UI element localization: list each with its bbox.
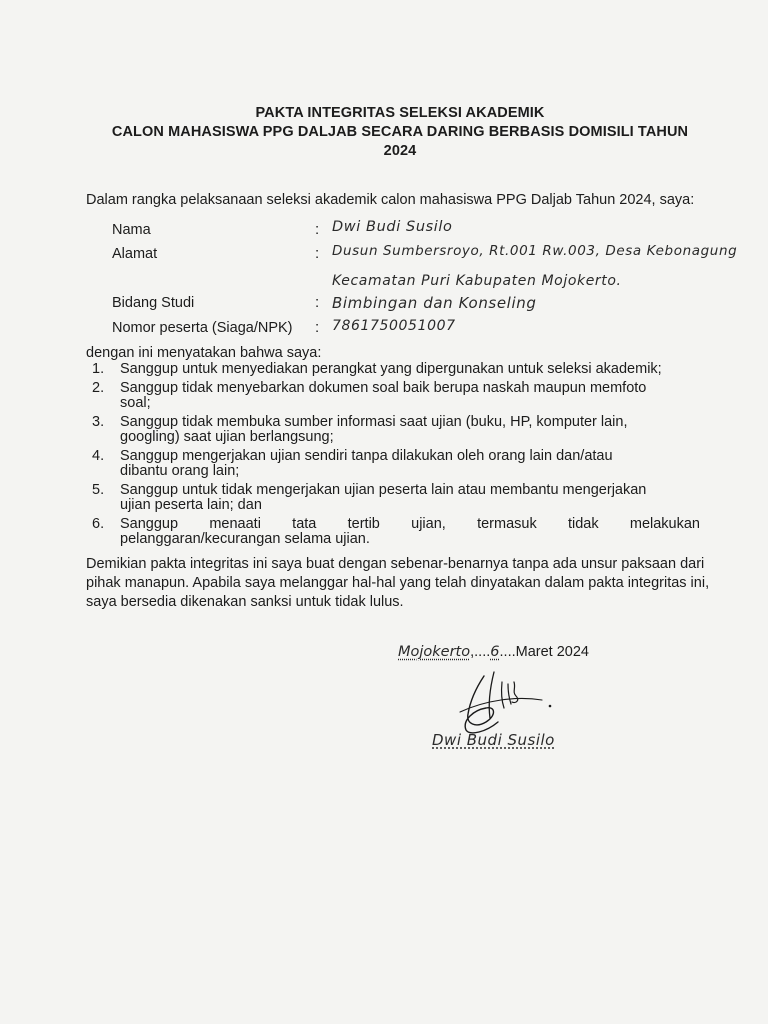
title-line-3: 2024 xyxy=(383,143,417,159)
signer-name: Dwi Budi Susilo xyxy=(432,731,555,749)
list-item-text-cont: ujian peserta lain; dan xyxy=(120,497,262,513)
nama-label: Nama xyxy=(112,222,151,238)
list-item-text: Sanggup untuk menyediakan perangkat yang dipergunakan untuk seleksi akademik; xyxy=(120,361,662,377)
alamat-colon: : xyxy=(315,245,320,262)
alamat-label: Alamat xyxy=(112,246,158,262)
list-item-number: 6. xyxy=(92,516,105,532)
list-item xyxy=(86,362,700,377)
list-item xyxy=(86,449,700,479)
alamat-value-line-1: Dusun Sumbersroyo, Rt.001 Rw.003, Desa Kebonagung xyxy=(332,243,738,259)
list-item-text: Sanggup tidak membuka sumber informasi saat ujian (buku, HP, komputer lain, xyxy=(120,414,628,430)
nomor-peserta-label: Nomor peserta (Siaga/NPK) xyxy=(112,320,293,336)
date-city: Mojokerto xyxy=(398,644,471,660)
date-line xyxy=(398,644,589,660)
date-separator: ,.... xyxy=(470,644,491,660)
nama-value: Dwi Budi Susilo xyxy=(332,219,453,235)
intro-text: Dalam rangka pelaksanaan seleksi akademik calon mahasiswa PPG Daljab Tahun 2024, saya: xyxy=(86,192,695,208)
date-day: 6 xyxy=(490,644,500,660)
list-item-text-cont: googling) saat ujian berlangsung; xyxy=(120,429,334,445)
list-item xyxy=(86,381,700,411)
list-item-text: Sanggup untuk tidak mengerjakan ujian peserta lain atau membantu mengerjakan xyxy=(120,482,647,498)
nomor-peserta-colon: : xyxy=(315,319,320,336)
list-item-text-cont: dibantu orang lain; xyxy=(120,463,240,479)
nomor-peserta-value: 7861750051007 xyxy=(332,318,456,334)
list-item-text: Sanggup tidak menyebarkan dokumen soal baik berupa naskah maupun memfoto xyxy=(120,380,647,396)
bidang-studi-value: Bimbingan dan Konseling xyxy=(332,294,537,312)
statement-lead: dengan ini menyatakan bahwa saya: xyxy=(86,345,322,361)
list-item-number: 5. xyxy=(92,482,105,498)
list-item xyxy=(86,483,700,513)
closing-paragraph: Demikian pakta integritas ini saya buat dengan sebenar-benarnya tanpa ada unsur paksaan dari pihak manapun. Apabila saya melanggar hal-hal yang telah dinyatakan dalam pakta integritas ini, saya bersedia dikenakan sanksi untuk tidak lulus. xyxy=(86,556,710,610)
bidang-studi-label: Bidang Studi xyxy=(112,295,195,311)
date-month-year: Maret 2024 xyxy=(515,644,589,660)
list-item-text-cont: pelanggaran/kecurangan selama ujian. xyxy=(120,531,370,547)
list-item-number: 4. xyxy=(92,448,105,464)
list-item-number: 3. xyxy=(92,414,105,430)
list-item-text: Sanggup mengerjakan ujian sendiri tanpa dilakukan oleh orang lain dan/atau xyxy=(120,448,613,464)
list-item xyxy=(86,415,700,445)
statement-list xyxy=(86,362,700,551)
list-item-text: Sanggup menaati tata tertib ujian, termasuk tidak melakukan xyxy=(120,516,700,532)
date-separator: .... xyxy=(499,644,516,660)
bidang-studi-colon: : xyxy=(315,294,320,311)
title-line-1: PAKTA INTEGRITAS SELEKSI AKADEMIK xyxy=(255,105,545,121)
list-item xyxy=(86,517,700,547)
signature-image xyxy=(446,662,586,740)
list-item-number: 2. xyxy=(92,380,105,396)
list-item-number: 1. xyxy=(92,361,105,377)
list-item-text-cont: soal; xyxy=(120,395,151,411)
title-line-2: CALON MAHASISWA PPG DALJAB SECARA DARING BERBASIS DOMISILI TAHUN xyxy=(111,124,689,140)
alamat-value-line-2: Kecamatan Puri Kabupaten Mojokerto. xyxy=(332,273,622,289)
nama-colon: : xyxy=(315,221,320,238)
